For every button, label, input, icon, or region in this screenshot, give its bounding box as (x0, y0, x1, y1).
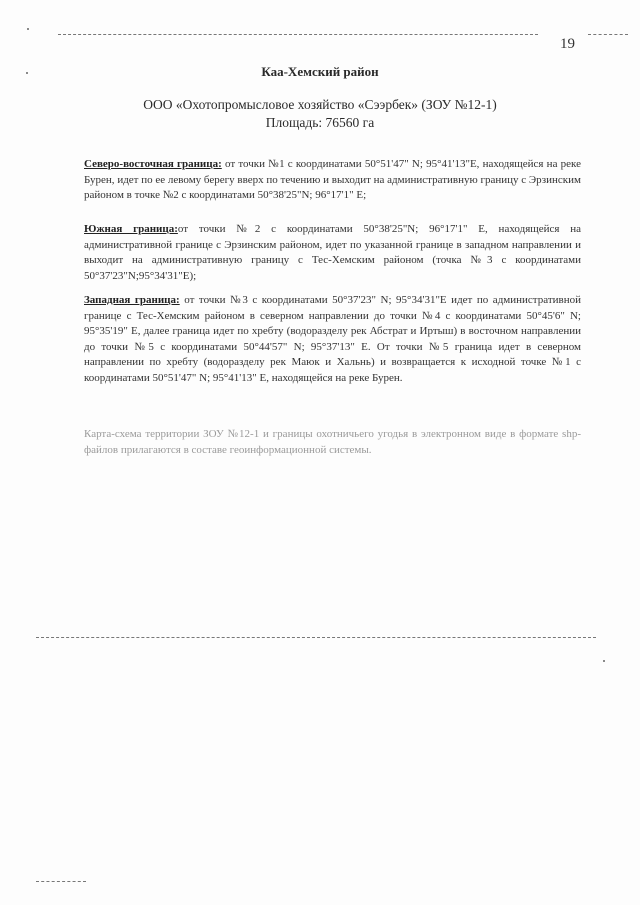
area-value: Площадь: 76560 га (265, 115, 375, 130)
organization-name: ООО «Охотопромысловое хозяйство «Сээрбек» (ЗОУ №12-1) (143, 97, 497, 112)
top-divider (588, 34, 628, 35)
northeast-boundary (84, 157, 581, 204)
northeast-boundary-label: Северо-восточная граница: (84, 158, 222, 170)
page-title: Каа-Хемский район (261, 64, 379, 79)
footer-mark (36, 881, 86, 882)
top-divider (58, 34, 538, 35)
scan-speck (27, 28, 29, 30)
organization-block (80, 96, 560, 132)
map-note: Карта-схема территории ЗОУ №12-1 и границы охотничьего угодья в электронном виде в формате shp-файлов прилагаются в составе геоинформационной системы. (84, 428, 581, 456)
south-boundary-text: от точки №2 с координатами 50°38'25"N; 96°17'1" Е, находящейся на административной границе с Эрзинским районом, идет по указанной границе в западном направлении и выходит на административную границу с Тес-Хемским районом (точка №3 с координатами 50°37'23"N;95°34'31"Е); (84, 223, 582, 282)
northeast-boundary-text: от точки №1 с координатами 50°51'47" N; 95°41'13"Е, находящейся на реке Бурен, идет по ее левому берегу вверх по течению и выходит на административную границу с Эрзинским районом в точке №2 с координатами 50°38'25"N; 96°17'1" Е; (84, 158, 581, 201)
south-boundary (84, 222, 581, 284)
west-boundary-text: от точки №3 с координатами 50°37'23" N; 95°34'31"Е идет по административной границе с Тес-Хемским районом в северном направлении до точки №4 с координатами 50°45'6" N; 95°35'19" Е, далее граница идет по хребту (водоразделу рек Абстрат и Иртыш) в восточном направлении до точки №5 с координатами 50°44'57" N; 95°37'13" Е. От точки №5 граница идет в северном направлении по хребту (водоразделу рек Маюк и Хальнь) и возвращается к исходной точке №1 с координатами 50°51'47" N; 95°41'13" Е, находящейся на реке Бурен. (84, 294, 581, 384)
west-boundary (84, 293, 581, 386)
scan-speck (603, 660, 605, 662)
south-boundary-label: Южная граница: (84, 223, 178, 235)
west-boundary-label: Западная граница: (84, 294, 180, 306)
bottom-divider (36, 637, 596, 638)
page-number: 19 (560, 36, 575, 52)
